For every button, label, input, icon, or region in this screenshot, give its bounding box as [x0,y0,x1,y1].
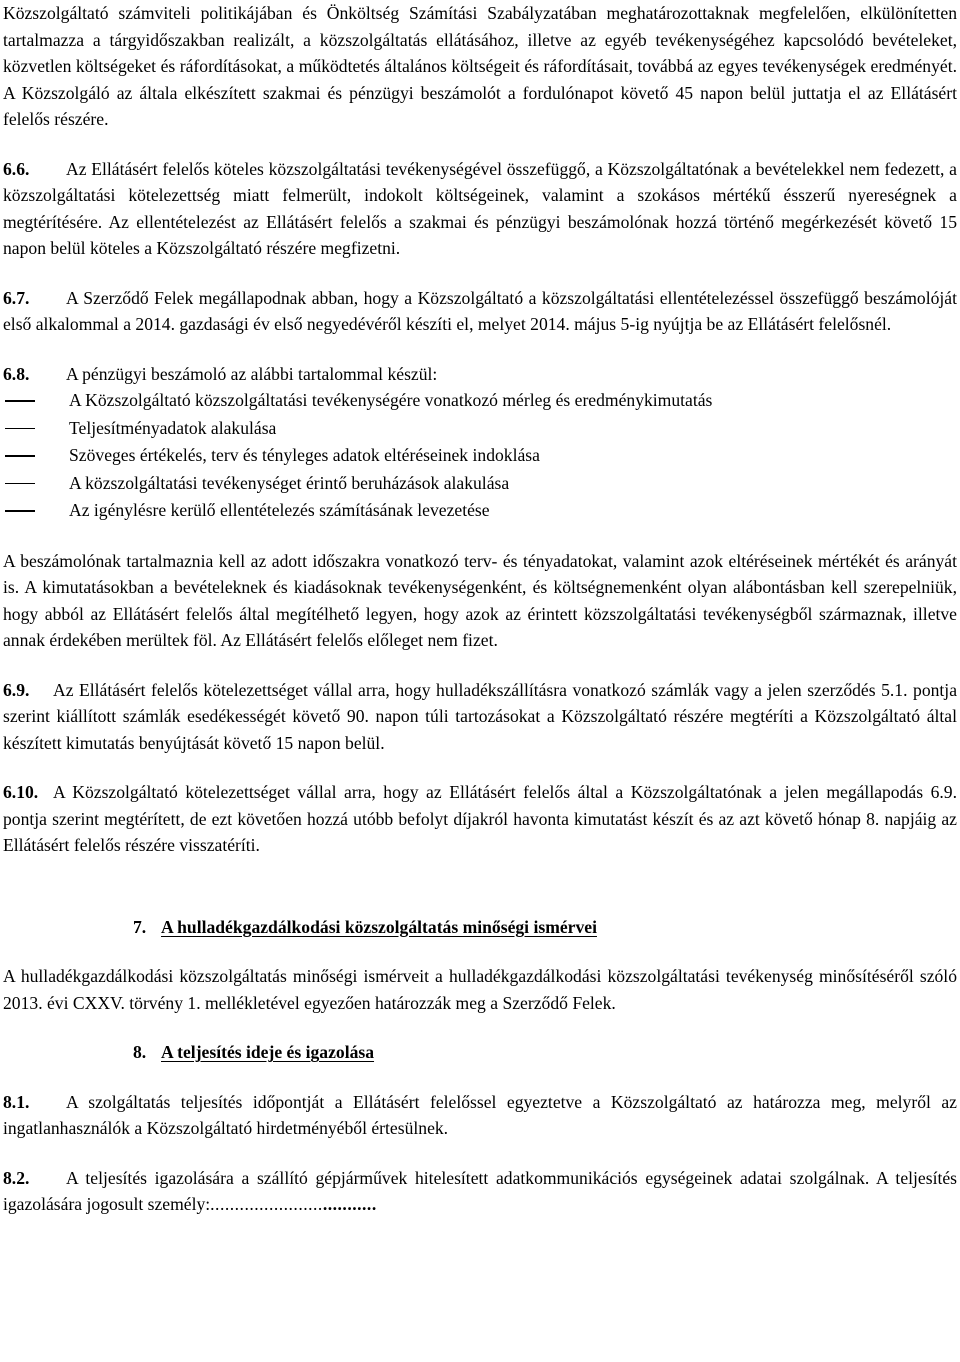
clause-number: 6.9. [3,679,30,700]
dash-bullet-icon [5,483,35,485]
paragraph-intro: Közszolgáltató számviteli politikájában és Önköltség Számítási Szabályzatában meghatározottaknak megfelelően, elkülönítetten tartalmazza a tárgyidőszakban realizált, a közszolgáltatás ellátásához, illetve az egyéb tevékenységéhez kapcsolódó bevételeket, közvetlen költségeket és ráfordításokat, a működtetés általános költségeit és ráfordításait, továbbá az egyes tevékenységek eredményét. A Közszolgáló az általa elkészített szakmai és pénzügyi beszámolót a fordulónapot követő 45 napon belül juttatja el az Ellátásért felelős részére. [3,3,957,129]
report-contents-list [3,387,957,525]
paragraph-6-9 [3,677,957,757]
dash-bullet-icon [5,400,35,402]
clause-number: 6.7. [3,287,30,308]
section-title: A hulladékgazdálkodási közszolgáltatás minőségi ismérvei [161,916,597,937]
clause-number: 6.6. [3,158,30,179]
dash-bullet-icon [5,455,35,457]
paragraph-6-8-details: A beszámolónak tartalmaznia kell az adott időszakra vonatkozó terv- és tényadatokat, valamint azok eltéréseinek mértékét és arányát is. A kimutatásokban a bevételeknek és kiadásoknak tevékenységenként, és költségnemenként olyan alábontásban kell szerepelniük, hogy abból az Ellátásért felelős által megítélhető legyen, hogy azok az érintett közszolgáltatási tevékenységből származnak, illetve annak érdekében merültek föl. Az Ellátásért felelős előleget nem fizet. [3,550,957,650]
section-7-text: A hulladékgazdálkodási közszolgáltatás minőségi ismérveit a hulladékgazdálkodási közszolgáltatási tevékenység minősítéséről szóló 2013. évi CXXV. törvény 1. mellékletével egyezően határozzák meg a Szerződő Felek. [3,966,957,1013]
dash-bullet-icon [5,510,35,512]
list-item: Szöveges értékelés, terv és tényleges adatok eltéréseinek indoklása [3,442,957,470]
clause-text: A Közszolgáltató kötelezettséget vállal arra, hogy az Ellátásért felelős által a Közszolgáltatónak a jelen megállapodás 6.9. pontja szerint megtérített, de ezt követően hozzá utóbb befolyt díjakról havonta kimutatást készít és az azt követő hónap 8. napjáig az Ellátásért felelős részére visszatéríti. [3,782,957,855]
clause-number: 8.1. [3,1091,30,1112]
paragraph-6-7 [3,285,957,338]
clause-number: 8.2. [3,1167,30,1188]
dash-bullet-icon [5,428,35,430]
section-number: 7. [133,916,147,937]
section-7-heading [133,914,957,941]
section-number: 8. [133,1042,147,1062]
paragraph-8-1 [3,1089,957,1142]
list-item: A közszolgáltatási tevékenységet érintő beruházások alakulása [3,470,957,498]
clause-number: 6.10. [3,782,39,802]
clause-text: Az Ellátásért felelős köteles közszolgáltatási tevékenységével összefüggő, a Közszolgáltatónak a bevételekkel nem fedezett, a közszolgáltatási kötelezettség miatt felmerült, indokolt költségeinek, valamint a szokásos mértékű ésszerű nyereségnek a megtérítésére. Az ellentételezést az Ellátásért felelős a szakmai és pénzügyi beszámolónak hozzá történő megérkezését követő 15 napon belül köteles a Közszolgáltató részére megfizetni. [3,158,957,258]
clause-text: Az Ellátásért felelős kötelezettséget vállal arra, hogy hulladékszállításra vonatkozó számlák vagy a jelen szerződés 5.1. pontja szerint kiállított számlák esedékességét követő 90. napon túli tartozásokat a Közszolgáltató részére megtéríti a Közszolgáltató által készített kimutatás benyújtását követő 15 napon belül. [3,679,957,753]
signature-blank: ....................... [210,1194,323,1214]
clause-text: A Szerződő Felek megállapodnak abban, hogy a Közszolgáltató a közszolgáltatási ellentételezéssel összefüggő beszámolóját első alkalommal a 2014. gazdasági év első negyedévéről készíti el, melyet 2014. május 5-ig nyújtja be az Ellátásért felelősnél. [3,287,957,334]
paragraph-6-6 [3,156,957,262]
list-item: A Közszolgáltató közszolgáltatási tevékenységére vonatkozó mérleg és eredménykimutatás [3,387,957,415]
paragraph-6-8 [3,361,957,388]
list-item: Teljesítményadatok alakulása [3,415,957,443]
clause-text: A szolgáltatás teljesítés időpontját a Ellátásért felelőssel egyeztetve a Közszolgáltató az határozza meg, melyről az ingatlanhasználók a Közszolgáltató hirdetményéből értesülnek. [3,1091,957,1138]
clause-text: A teljesítés igazolására a szállító gépjárművek hitelesített adatkommunikációs egységeinek adatai szolgálnak. A teljesítés igazolására jogosult személy: [3,1167,957,1214]
paragraph-8-2 [3,1165,957,1218]
section-8-heading [133,1039,957,1066]
section-title: A teljesítés ideje és igazolása [161,1042,375,1062]
paragraph-6-10 [3,779,957,859]
list-item: Az igénylésre kerülő ellentételezés számításának levezetése [3,497,957,525]
clause-text: A pénzügyi beszámoló az alábbi tartalommal készül: [66,363,438,384]
clause-number: 6.8. [3,363,30,384]
signature-blank-bold: ........... [322,1194,377,1214]
